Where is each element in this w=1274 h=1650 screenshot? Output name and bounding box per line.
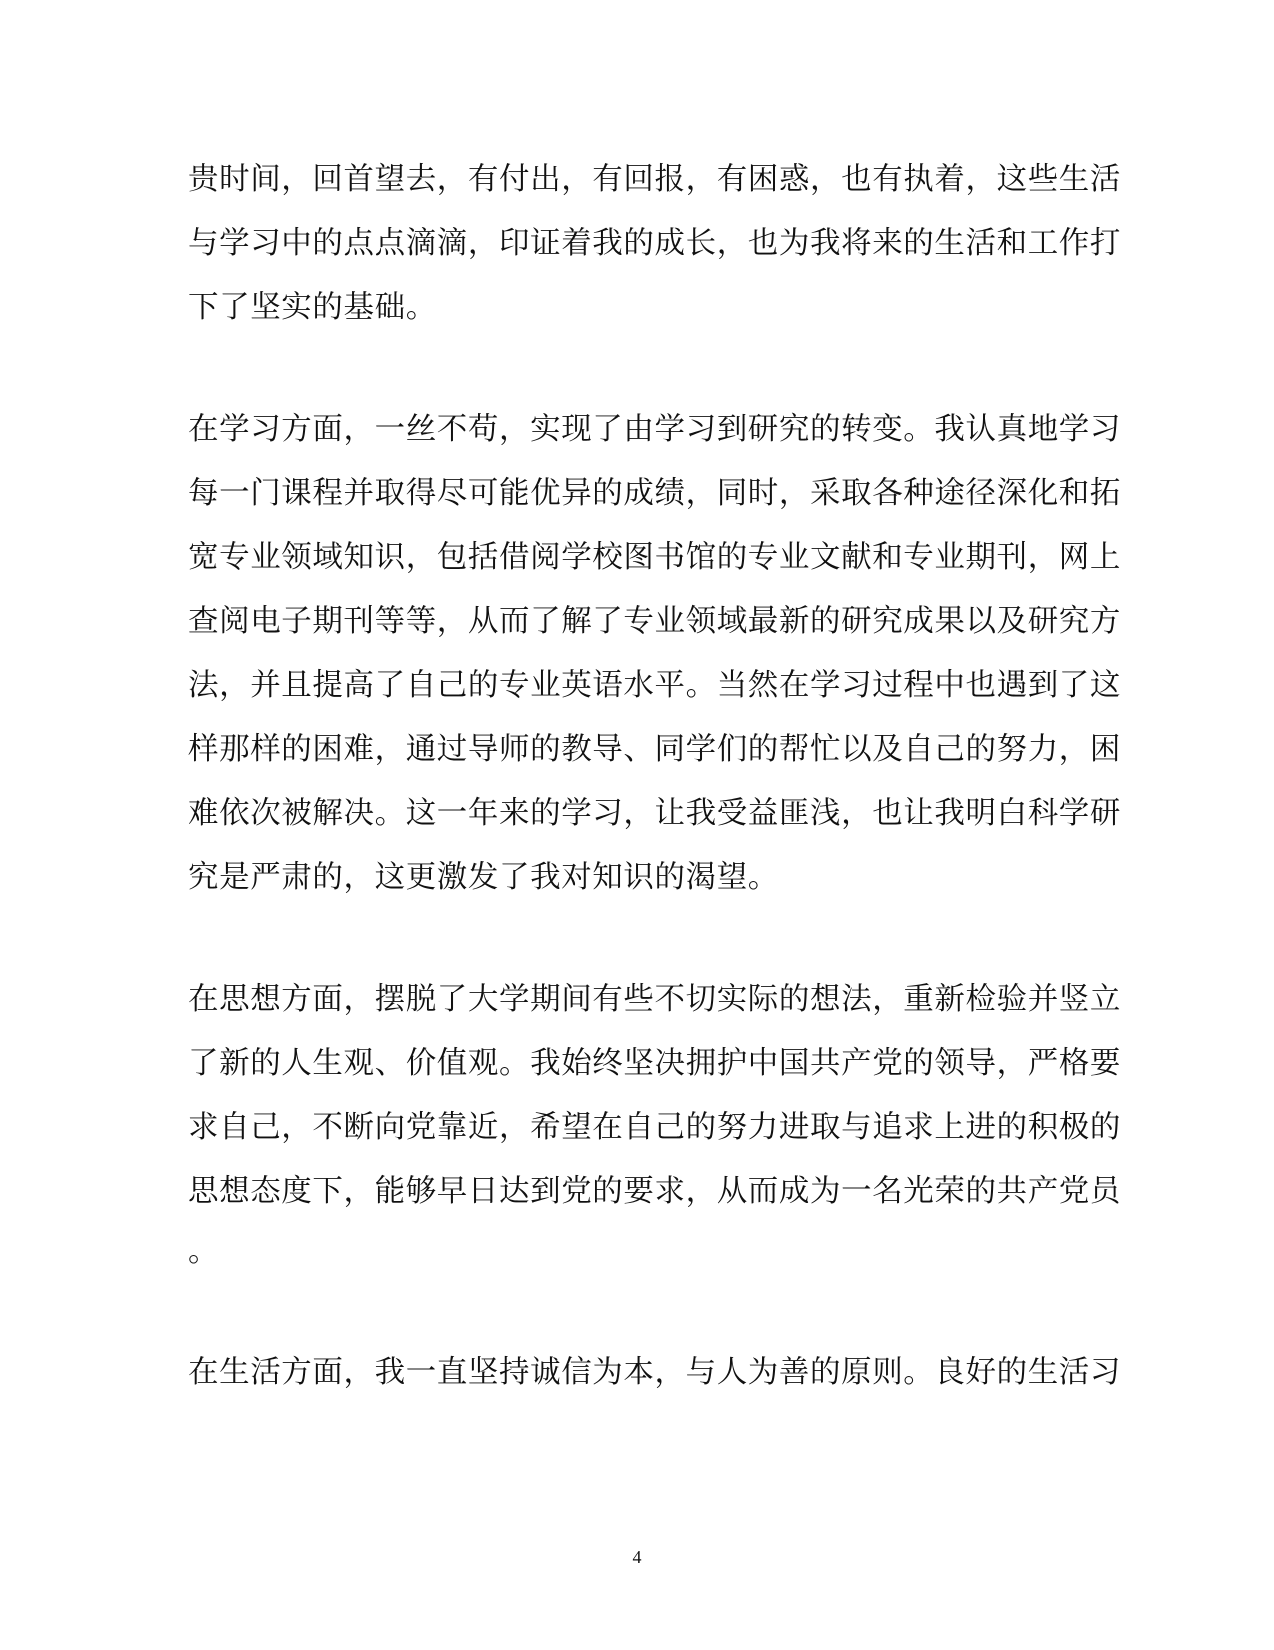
text-line: 贵时间，回首望去，有付出，有回报，有困惑，也有执着，这些生活: [188, 162, 1121, 197]
text-line: 宽专业领域知识，包括借阅学校图书馆的专业文献和专业期刊，网上: [188, 540, 1121, 575]
text-line: 思想态度下，能够早日达到党的要求，从而成为一名光荣的共产党员: [188, 1174, 1121, 1209]
text-line: 求自己，不断向党靠近，希望在自己的努力进取与追求上进的积极的: [188, 1110, 1121, 1145]
text-line: 难依次被解决。这一年来的学习，让我受益匪浅，也让我明白科学研: [188, 796, 1121, 831]
text-line: 下了坚实的基础。: [188, 290, 437, 325]
text-line: 在思想方面，摆脱了大学期间有些不切实际的想法，重新检验并竖立: [188, 982, 1121, 1017]
text-line: 与学习中的点点滴滴，印证着我的成长，也为我将来的生活和工作打: [188, 226, 1121, 261]
text-line: 法，并且提高了自己的专业英语水平。当然在学习过程中也遇到了这: [188, 668, 1121, 703]
text-line: 在生活方面，我一直坚持诚信为本，与人为善的原则。良好的生活习: [188, 1355, 1121, 1390]
text-line: 。: [188, 1234, 220, 1269]
text-line: 在学习方面，一丝不苟，实现了由学习到研究的转变。我认真地学习: [188, 412, 1121, 447]
page-number: 4: [632, 1547, 642, 1567]
text-line: 每一门课程并取得尽可能优异的成绩，同时，采取各种途径深化和拓: [188, 476, 1121, 511]
text-line: 了新的人生观、价值观。我始终坚决拥护中国共产党的领导，严格要: [188, 1046, 1121, 1081]
text-line: 查阅电子期刊等等，从而了解了专业领域最新的研究成果以及研究方: [188, 604, 1121, 639]
text-line: 样那样的困难，通过导师的教导、同学们的帮忙以及自己的努力，困: [188, 732, 1121, 767]
text-line: 究是严肃的，这更激发了我对知识的渴望。: [188, 860, 779, 895]
